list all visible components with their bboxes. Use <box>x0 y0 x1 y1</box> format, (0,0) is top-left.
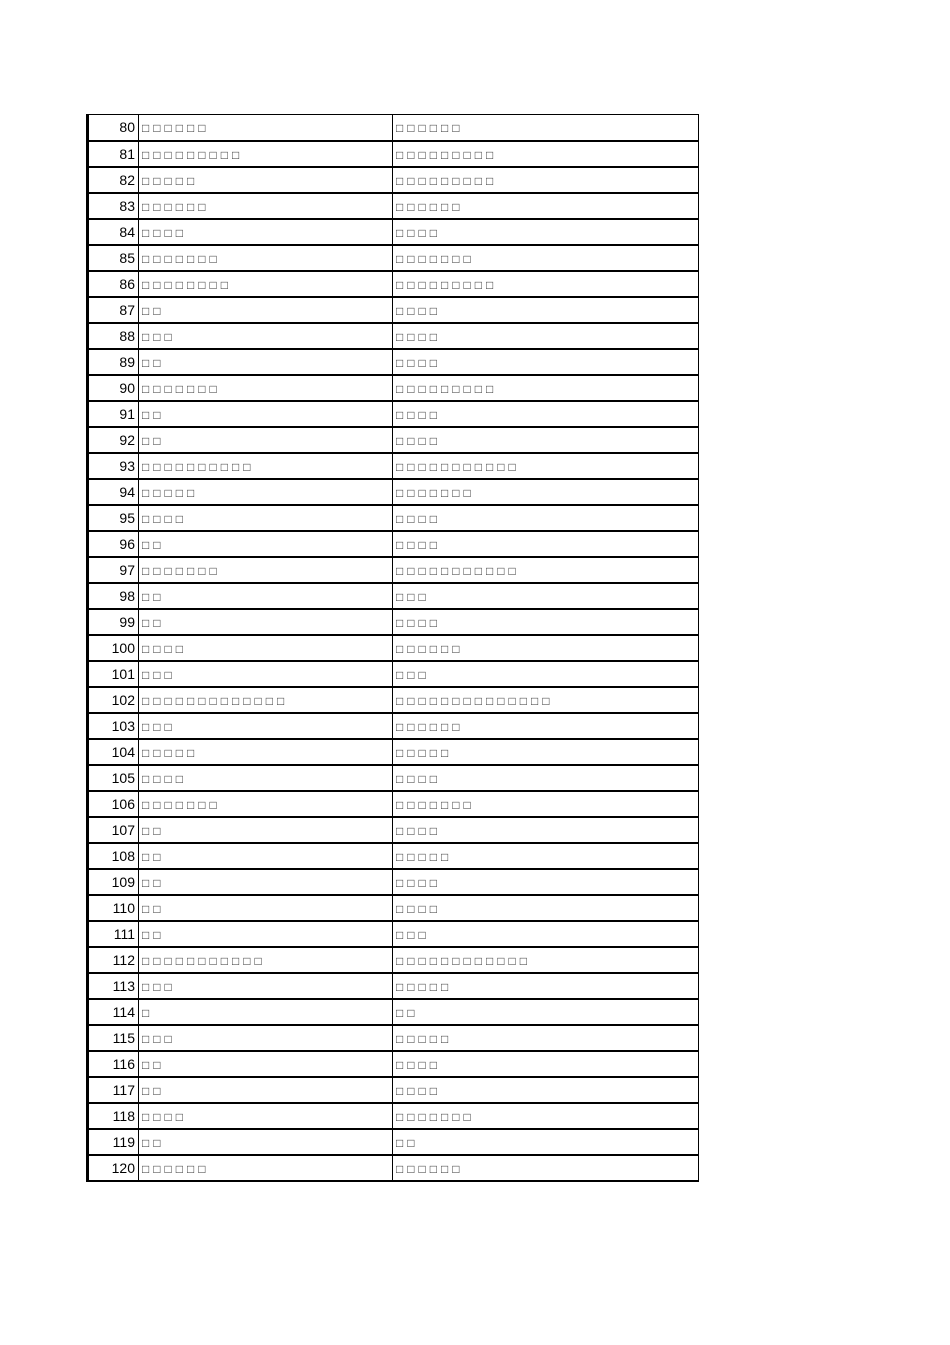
cell-column-a[interactable] <box>139 1103 393 1129</box>
row-number-cell[interactable]: 106 <box>88 791 139 817</box>
cell-text: □□ <box>142 849 165 864</box>
cell-column-a[interactable] <box>139 1129 393 1155</box>
cell-column-b[interactable] <box>393 375 699 401</box>
cell-text: □□□□ <box>142 225 187 240</box>
cell-column-b[interactable] <box>393 973 699 999</box>
row-number-cell[interactable]: 96 <box>88 531 139 557</box>
cell-text: □□ <box>396 1005 419 1020</box>
cell-text: □□□□□ <box>396 1031 453 1046</box>
table-row[interactable] <box>88 1025 699 1051</box>
cell-text: □□□□ <box>396 303 441 318</box>
cell-column-a[interactable] <box>139 453 393 479</box>
cell-text: □□□ <box>396 927 430 942</box>
cell-column-a[interactable] <box>139 765 393 791</box>
cell-column-a[interactable] <box>139 271 393 297</box>
row-number-cell[interactable]: 107 <box>88 817 139 843</box>
cell-text: □□□ <box>142 1031 176 1046</box>
cell-column-b[interactable] <box>393 791 699 817</box>
cell-column-a[interactable] <box>139 739 393 765</box>
table-row[interactable] <box>88 609 699 635</box>
table-row[interactable] <box>88 427 699 453</box>
cell-text: □□□□□□□□□ <box>396 277 498 292</box>
cell-column-a[interactable] <box>139 583 393 609</box>
cell-column-b[interactable] <box>393 557 699 583</box>
cell-text: □□□□ <box>396 1083 441 1098</box>
table-row[interactable] <box>88 557 699 583</box>
row-number-cell[interactable]: 113 <box>88 973 139 999</box>
table-row[interactable] <box>88 791 699 817</box>
row-number-cell[interactable]: 84 <box>88 219 139 245</box>
cell-column-b[interactable] <box>393 193 699 219</box>
table-row[interactable] <box>88 479 699 505</box>
cell-text: □□□□□□ <box>396 1161 464 1176</box>
cell-column-a[interactable] <box>139 921 393 947</box>
cell-text: □□□ <box>142 329 176 344</box>
cell-text: □□ <box>142 615 165 630</box>
row-number-cell[interactable]: 92 <box>88 427 139 453</box>
cell-text: □□□□□□□□□□ <box>142 459 255 474</box>
cell-column-b[interactable] <box>393 141 699 167</box>
table-row[interactable] <box>88 1155 699 1181</box>
cell-text: □□ <box>142 901 165 916</box>
cell-column-b[interactable] <box>393 895 699 921</box>
cell-column-a[interactable] <box>139 115 393 141</box>
cell-column-a[interactable] <box>139 323 393 349</box>
row-number-cell[interactable]: 89 <box>88 349 139 375</box>
cell-column-b[interactable] <box>393 323 699 349</box>
cell-text: □ <box>142 1005 154 1020</box>
cell-text: □□ <box>142 589 165 604</box>
row-number-cell[interactable]: 103 <box>88 713 139 739</box>
cell-column-a[interactable] <box>139 1077 393 1103</box>
table-row[interactable] <box>88 297 699 323</box>
cell-text: □□□□□□ <box>396 719 464 734</box>
cell-text: □□ <box>142 1135 165 1150</box>
cell-column-a[interactable] <box>139 505 393 531</box>
cell-column-b[interactable] <box>393 505 699 531</box>
table-row[interactable] <box>88 635 699 661</box>
row-number-cell[interactable]: 110 <box>88 895 139 921</box>
cell-column-a[interactable] <box>139 479 393 505</box>
cell-column-b[interactable] <box>393 453 699 479</box>
cell-column-b[interactable] <box>393 401 699 427</box>
cell-text: □□□□ <box>396 225 441 240</box>
cell-column-b[interactable] <box>393 271 699 297</box>
table-row[interactable] <box>88 895 699 921</box>
cell-text: □□□□ <box>396 407 441 422</box>
cell-column-a[interactable] <box>139 401 393 427</box>
spreadsheet-table <box>86 114 699 1182</box>
table-row[interactable] <box>88 1103 699 1129</box>
cell-text: □□□□□□□□□□□ <box>142 953 266 968</box>
cell-column-a[interactable] <box>139 687 393 713</box>
cell-text: □□ <box>142 823 165 838</box>
table-row[interactable] <box>88 115 699 141</box>
cell-column-b[interactable] <box>393 297 699 323</box>
cell-text: □□□□□ <box>142 173 199 188</box>
row-number-cell[interactable]: 95 <box>88 505 139 531</box>
cell-column-b[interactable] <box>393 1103 699 1129</box>
cell-column-b[interactable] <box>393 1025 699 1051</box>
cell-text: □□□□□□□□□□□□ <box>396 953 531 968</box>
cell-text: □□□□ <box>396 823 441 838</box>
cell-column-b[interactable] <box>393 687 699 713</box>
table-row[interactable] <box>88 921 699 947</box>
cell-text: □□□□□□ <box>396 641 464 656</box>
table-row[interactable] <box>88 999 699 1025</box>
row-number-cell[interactable]: 114 <box>88 999 139 1025</box>
row-number-cell[interactable]: 102 <box>88 687 139 713</box>
cell-text: □□□□ <box>396 329 441 344</box>
cell-text: □□□□□□□□ <box>142 277 232 292</box>
cell-text: □□□□□□□ <box>142 563 221 578</box>
cell-column-b[interactable] <box>393 739 699 765</box>
row-number-cell[interactable]: 94 <box>88 479 139 505</box>
table-row[interactable] <box>88 739 699 765</box>
table-row[interactable] <box>88 687 699 713</box>
row-number-cell[interactable]: 119 <box>88 1129 139 1155</box>
row-number-cell[interactable]: 99 <box>88 609 139 635</box>
cell-text: □□ <box>142 1083 165 1098</box>
cell-column-a[interactable] <box>139 895 393 921</box>
cell-text: □□□□□□□□□□□□□ <box>142 693 289 708</box>
cell-text: □□ <box>142 1057 165 1072</box>
row-number-cell[interactable]: 82 <box>88 167 139 193</box>
cell-text: □□ <box>142 875 165 890</box>
cell-text: □□□□□□□□□ <box>396 147 498 162</box>
table-row[interactable] <box>88 375 699 401</box>
cell-text: □□□ <box>396 589 430 604</box>
row-number-cell[interactable]: 93 <box>88 453 139 479</box>
cell-text: □□ <box>396 1135 419 1150</box>
cell-column-a[interactable] <box>139 817 393 843</box>
cell-text: □□□□ <box>142 1109 187 1124</box>
row-number-cell[interactable]: 108 <box>88 843 139 869</box>
row-number-cell[interactable]: 101 <box>88 661 139 687</box>
cell-column-a[interactable] <box>139 427 393 453</box>
row-number-cell[interactable]: 120 <box>88 1155 139 1181</box>
cell-text: □□ <box>142 355 165 370</box>
cell-column-b[interactable] <box>393 1077 699 1103</box>
cell-text: □□□□□□□ <box>396 485 475 500</box>
cell-column-b[interactable] <box>393 1155 699 1181</box>
cell-text: □□□□□□□ <box>142 381 221 396</box>
cell-text: □□ <box>142 537 165 552</box>
spreadsheet-body <box>88 115 699 1181</box>
cell-column-a[interactable] <box>139 973 393 999</box>
cell-column-a[interactable] <box>139 167 393 193</box>
cell-column-b[interactable] <box>393 219 699 245</box>
cell-column-b[interactable] <box>393 167 699 193</box>
cell-column-b[interactable] <box>393 479 699 505</box>
cell-text: □□□□ <box>142 511 187 526</box>
cell-column-a[interactable] <box>139 349 393 375</box>
cell-column-a[interactable] <box>139 1051 393 1077</box>
cell-column-b[interactable] <box>393 921 699 947</box>
table-row[interactable] <box>88 1077 699 1103</box>
table-row[interactable] <box>88 531 699 557</box>
table-row[interactable] <box>88 219 699 245</box>
table-row[interactable] <box>88 947 699 973</box>
cell-column-b[interactable] <box>393 427 699 453</box>
cell-column-a[interactable] <box>139 141 393 167</box>
cell-text: □□□ <box>396 667 430 682</box>
cell-column-a[interactable] <box>139 635 393 661</box>
cell-text: □□□□□□□□□□□□□□ <box>396 693 554 708</box>
cell-text: □□ <box>142 433 165 448</box>
row-number-cell[interactable]: 87 <box>88 297 139 323</box>
row-number-cell[interactable]: 117 <box>88 1077 139 1103</box>
cell-text: □□□□ <box>142 641 187 656</box>
cell-text: □□□□ <box>396 771 441 786</box>
cell-text: □□□□ <box>142 771 187 786</box>
cell-column-b[interactable] <box>393 661 699 687</box>
cell-column-b[interactable] <box>393 713 699 739</box>
cell-text: □□□□□□ <box>142 1161 210 1176</box>
row-number-cell[interactable]: 105 <box>88 765 139 791</box>
cell-text: □□□□□□□ <box>142 797 221 812</box>
table-row[interactable] <box>88 167 699 193</box>
table-row[interactable] <box>88 245 699 271</box>
row-number-cell[interactable]: 98 <box>88 583 139 609</box>
cell-column-a[interactable] <box>139 843 393 869</box>
table-row[interactable] <box>88 817 699 843</box>
cell-text: □□□ <box>142 979 176 994</box>
cell-column-b[interactable] <box>393 349 699 375</box>
cell-text: □□□□□□□□□ <box>396 173 498 188</box>
cell-column-b[interactable] <box>393 999 699 1025</box>
cell-column-b[interactable] <box>393 869 699 895</box>
table-row[interactable] <box>88 869 699 895</box>
row-number-cell[interactable]: 88 <box>88 323 139 349</box>
cell-column-a[interactable] <box>139 1155 393 1181</box>
cell-text: □□□□□□□ <box>396 797 475 812</box>
table-row[interactable] <box>88 141 699 167</box>
cell-column-a[interactable] <box>139 219 393 245</box>
cell-text: □□□□□□□□□□□ <box>396 563 520 578</box>
cell-column-a[interactable] <box>139 557 393 583</box>
row-number-cell[interactable]: 112 <box>88 947 139 973</box>
row-number-cell[interactable]: 100 <box>88 635 139 661</box>
cell-column-a[interactable] <box>139 713 393 739</box>
cell-column-b[interactable] <box>393 609 699 635</box>
table-row[interactable] <box>88 843 699 869</box>
cell-column-a[interactable] <box>139 1025 393 1051</box>
cell-text: □□□□□□□□□□□ <box>396 459 520 474</box>
table-row[interactable] <box>88 349 699 375</box>
cell-text: □□□□ <box>396 511 441 526</box>
table-row[interactable] <box>88 505 699 531</box>
cell-column-a[interactable] <box>139 297 393 323</box>
cell-text: □□□□□□□ <box>396 251 475 266</box>
cell-text: □□□□ <box>396 355 441 370</box>
table-row[interactable] <box>88 1051 699 1077</box>
cell-column-a[interactable] <box>139 245 393 271</box>
cell-column-b[interactable] <box>393 765 699 791</box>
row-number-cell[interactable]: 104 <box>88 739 139 765</box>
row-number-cell[interactable]: 118 <box>88 1103 139 1129</box>
table-row[interactable] <box>88 323 699 349</box>
cell-text: □□□□□□ <box>142 121 210 136</box>
cell-text: □□□□ <box>396 1057 441 1072</box>
cell-column-a[interactable] <box>139 661 393 687</box>
table-row[interactable] <box>88 453 699 479</box>
cell-text: □□□□□ <box>396 849 453 864</box>
cell-text: □□□□□□ <box>396 121 464 136</box>
cell-text: □□□□□□□□□ <box>396 381 498 396</box>
cell-column-b[interactable] <box>393 817 699 843</box>
row-number-cell[interactable]: 90 <box>88 375 139 401</box>
cell-text: □□□□ <box>396 537 441 552</box>
cell-column-a[interactable] <box>139 947 393 973</box>
row-number-cell[interactable]: 81 <box>88 141 139 167</box>
table-row[interactable] <box>88 401 699 427</box>
cell-text: □□□ <box>142 667 176 682</box>
table-row[interactable] <box>88 193 699 219</box>
cell-text: □□□□ <box>396 615 441 630</box>
table-row[interactable] <box>88 765 699 791</box>
cell-text: □□□□□□□ <box>396 1109 475 1124</box>
row-number-cell[interactable]: 80 <box>88 115 139 141</box>
cell-text: □□□□ <box>396 433 441 448</box>
cell-text: □□□□□ <box>142 485 199 500</box>
cell-text: □□□□ <box>396 875 441 890</box>
cell-column-b[interactable] <box>393 583 699 609</box>
row-number-cell[interactable]: 86 <box>88 271 139 297</box>
cell-column-b[interactable] <box>393 1051 699 1077</box>
table-row[interactable] <box>88 661 699 687</box>
cell-text: □□□□□□ <box>142 199 210 214</box>
cell-text: □□□□□ <box>396 979 453 994</box>
cell-text: □□□□□□□ <box>142 251 221 266</box>
cell-column-a[interactable] <box>139 375 393 401</box>
cell-text: □□ <box>142 303 165 318</box>
cell-column-b[interactable] <box>393 115 699 141</box>
row-number-cell[interactable]: 109 <box>88 869 139 895</box>
cell-text: □□□□□□□□□ <box>142 147 244 162</box>
cell-column-a[interactable] <box>139 531 393 557</box>
cell-text: □□ <box>142 407 165 422</box>
table-row[interactable] <box>88 973 699 999</box>
cell-column-b[interactable] <box>393 531 699 557</box>
cell-text: □□ <box>142 927 165 942</box>
cell-text: □□□□ <box>396 901 441 916</box>
row-number-cell[interactable]: 85 <box>88 245 139 271</box>
cell-column-a[interactable] <box>139 193 393 219</box>
table-row[interactable] <box>88 713 699 739</box>
cell-column-b[interactable] <box>393 1129 699 1155</box>
cell-text: □□□ <box>142 719 176 734</box>
cell-text: □□□□□ <box>142 745 199 760</box>
row-number-cell[interactable]: 97 <box>88 557 139 583</box>
cell-column-b[interactable] <box>393 635 699 661</box>
cell-column-b[interactable] <box>393 947 699 973</box>
table-row[interactable] <box>88 1129 699 1155</box>
table-row[interactable] <box>88 271 699 297</box>
row-number-cell[interactable]: 91 <box>88 401 139 427</box>
row-number-cell[interactable]: 83 <box>88 193 139 219</box>
row-number-cell[interactable]: 116 <box>88 1051 139 1077</box>
cell-column-a[interactable] <box>139 869 393 895</box>
cell-column-b[interactable] <box>393 245 699 271</box>
cell-column-a[interactable] <box>139 999 393 1025</box>
cell-column-a[interactable] <box>139 609 393 635</box>
table-row[interactable] <box>88 583 699 609</box>
cell-text: □□□□□ <box>396 745 453 760</box>
cell-text: □□□□□□ <box>396 199 464 214</box>
row-number-cell[interactable]: 111 <box>88 921 139 947</box>
cell-column-a[interactable] <box>139 791 393 817</box>
cell-column-b[interactable] <box>393 843 699 869</box>
row-number-cell[interactable]: 115 <box>88 1025 139 1051</box>
